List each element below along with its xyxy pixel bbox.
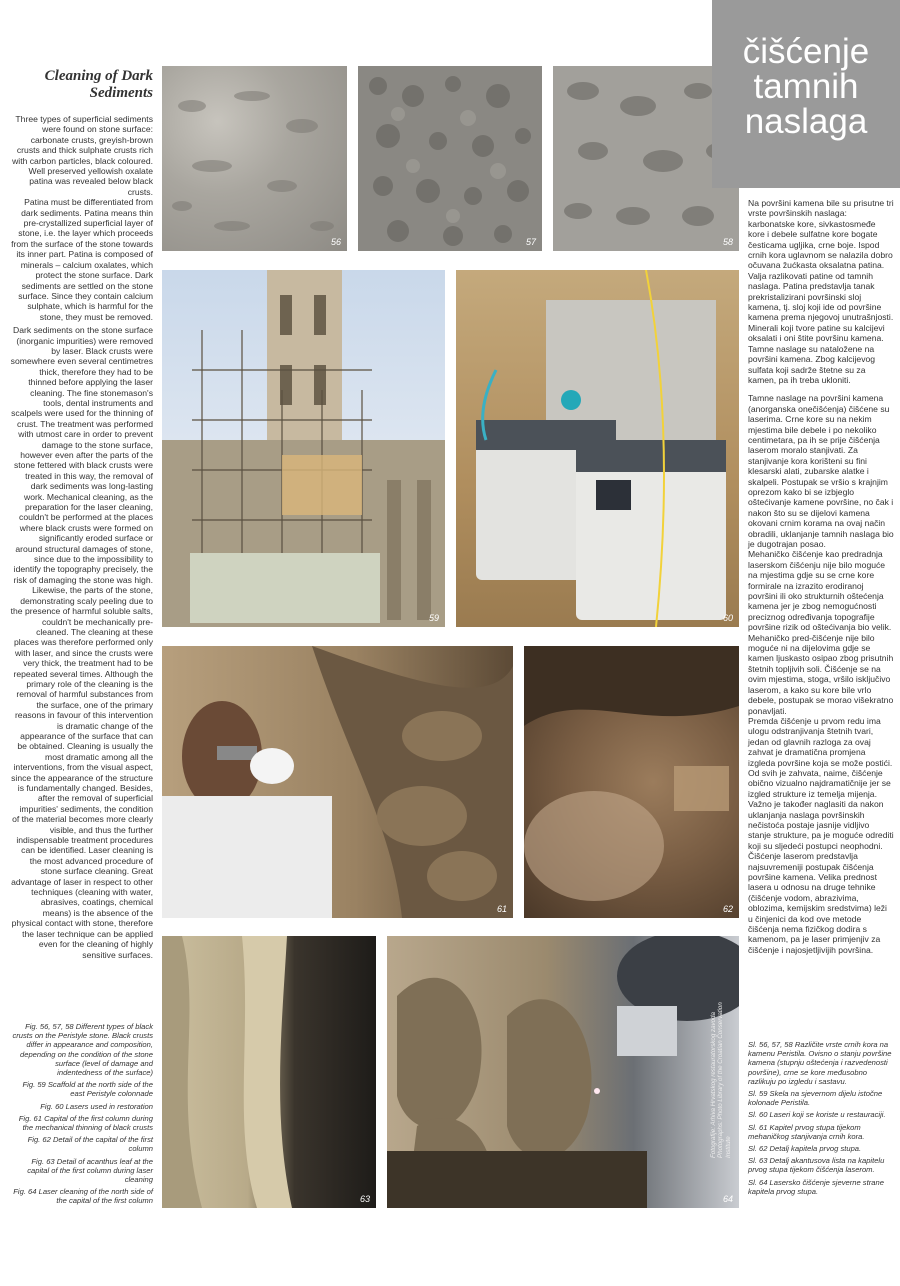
paragraph: Čišćenje laserom predstavlja najsuvremeniji postupak čišćenja površine kamena. Velika prednost lasera u odnosu na druge tehnike (čišćenje vodom, abrazivima, oblozima, kemijskim sredstvima) leži u činjenici da kod ove metode čišćenja nema fizičkog dodira s kamenom, pa je laser primjenjiv za čišćenje i najosjetljivijih površina. xyxy=(748,851,887,955)
captions-hr xyxy=(748,1040,894,1199)
photo-number: 59 xyxy=(428,613,439,623)
caption: Sl. 61 Kapitel prvog stupa tijekom mehaničkog stanjivanja crnih kora. xyxy=(748,1122,865,1141)
photo-number: 62 xyxy=(722,904,733,914)
photo-63-acanthus-laser xyxy=(162,936,376,1208)
body-text-hr xyxy=(748,198,894,955)
paragraph: Dark sediments on the stone surface (inorganic impurities) were removed by laser. Black crusts were somewhere even several centimetres thick, therefore they had to be thinned before applying the laser cleaning. The fine stonemason's tools, dental instruments and scalpels were used for the thinning of crust. The treatment was performed with utmost care in order to prevent damage to the stone surface, however even after the parts of the stone fettered with black crusts were treated in this way, the removal of dark sediments was long-lasting work. Mechanical cleaning, as the preparation for the laser cleaning, couldn't be performed at the places where black crusts were formed on significantly eroded surface or around structural damages of stone, since due to the impossibility to identify the topography precisely, the risk of damaging the stone was high. Likewise, the parts of the stone, demonstrating scaly peeling due to the presence of harmful soluble salts, couldn't be mechanically pre-cleaned. The cleaning at these places was therefore performed only with laser, and since the crusts were very thick, the treatment had to be repeated several times. Although the primary role of the cleaning is the removal of harmful substances from the surface, one of the primary reasons in favour of this intervention is dramatic change of the appearance of the surface that can be obtained. Cleaning is usually the most dramatic among all the interventions, from the visual aspect, since the appearance of the structure is fundamentally changed. Besides, after the removal of superficial impurities' sediments, the condition of the material becomes more clearly visible, and thus the further indispensable treatment procedures can be identified. Laser cleaning is the most advanced procedure of stone surface cleaning. Great advantage of laser in respect to other techniques (cleaning with water, abrasives, coatings, chemical means) is the absence of the physical contact with stone, therefore the laser technique can be applied even for the cleaning of highly sensitive surfaces. xyxy=(10,325,153,960)
paragraph: Na površini kamena bile su prisutne tri vrste površinskih naslaga: karbonatske kore, sivkastosmeđe kore i debele sulfatne kore bogate česticama ugljika, crne boje. Ispod crnih kora uglavnom se nalazila dobro očuvana žućkasta oksalatna patina. xyxy=(748,198,894,271)
photo-credit-text: Fotografije: Arhiva Hrvatskog restauratorskog zavoda Photographs: Photo Library of the Croatian Conservation Institute xyxy=(710,1002,732,1158)
page-title-en xyxy=(10,68,153,102)
caption: Sl. 56, 57, 58 Različite vrste crnih kora na kamenu Peristila. Ovisno o stanju površine kamena (stupnju oštećenja i razvedenosti površine), crne se kore međusobno razlikuju po izgledu i sastavu. xyxy=(748,1040,892,1086)
captions-en xyxy=(10,1022,153,1209)
photo-number: 63 xyxy=(359,1194,370,1204)
title-line: Sediments xyxy=(89,85,153,101)
photo-number: 57 xyxy=(525,237,536,247)
body-text-en xyxy=(10,114,153,960)
caption: Fig. 61 Capital of the first column during the mechanical thinning of black crusts xyxy=(18,1113,153,1133)
paragraph: Three types of superficial sediments were found on stone surface: carbonate crusts, greyish-brown crusts and thick sulphate crusts rich with carbon particles, black coloured. Well preserved yellowish oxalate patina was revealed below black crusts. xyxy=(12,114,153,197)
photo-number: 61 xyxy=(496,904,507,914)
photo-56-black-crusts xyxy=(162,66,347,251)
photo-60-lasers xyxy=(456,270,739,627)
photo-64-laser-cleaning-north-side xyxy=(387,936,739,1208)
caption: Sl. 60 Laseri koji se koriste u restauraciji. xyxy=(748,1110,886,1120)
caption: Sl. 62 Detalj kapitela prvog stupa. xyxy=(748,1144,862,1154)
title-line: Cleaning of Dark xyxy=(44,68,153,84)
caption: Sl. 59 Skela na sjevernom dijelu istočne kolonade Peristila. xyxy=(748,1089,883,1108)
photo-62-capital-detail xyxy=(524,646,739,918)
page-title-hr xyxy=(712,34,900,139)
photo-number: 58 xyxy=(722,237,733,247)
title-line: čišćenje xyxy=(742,32,870,71)
photo-credit xyxy=(707,990,731,1160)
photo-number: 60 xyxy=(722,613,733,623)
caption: Sl. 63 Detalj akantusova lista na kapitelu prvog stupa tijekom čišćenja laserom. xyxy=(748,1156,885,1175)
photo-number: 64 xyxy=(722,1194,733,1204)
paragraph: Mehaničko čišćenje kao predradnja laserskom čišćenju nije bilo moguće na mjestima gdje su se crne kore formirale na izrazito erodiranoj površini ili oko strukturnih oštećenja kamena jer je zbog nemogućnosti preciznog određivanja topografije površine rizik od oštećivanja bio velik. Mehaničko pred-čišćenje nije bilo moguće ni na dijelovima gdje se kamen ljuskasto osipao zbog prisutnih štetnih topljivih soli. Čišćenje se na ovim mjestima, stoga, vršilo isključivo laserom, a kako su kore bile vrlo debele, postupak se morao višekratno ponavljati. xyxy=(748,549,894,716)
caption: Fig. 56, 57, 58 Different types of black crusts on the Peristyle stone. Black crusts differ in appearance and composition, depending on the condition of the stone surface (level of damage and indentedness of the surface) xyxy=(12,1022,153,1078)
caption: Fig. 63 Detail of acanthus leaf at the capital of the first column during laser cleaning xyxy=(27,1156,153,1185)
caption: Sl. 64 Lasersko čišćenje sjeverne strane kapitela prvog stupa. xyxy=(748,1177,884,1196)
paragraph: Valja razlikovati patine od tamnih naslaga. Patina predstavlja tanak prekristalizirani površinski sloj kamena, tj. sloj koji ide od površine kamena prema njegovoj unutrašnjosti. Minerali koji tvore patine su kalcijevi oksalati i oni štite površinu kamena. Tamne naslage su nataložene na površini kamena. Zbog kalcijevog sulfata koji sadrže štetne su za kamen, pa ih treba ukloniti. xyxy=(748,270,894,385)
title-line: naslaga xyxy=(744,102,868,141)
caption: Fig. 62 Detail of the capital of the first column xyxy=(27,1135,153,1154)
photo-61-capital-mechanical-thinning xyxy=(162,646,513,918)
photo-57-black-crusts xyxy=(358,66,542,251)
title-line: tamnih xyxy=(753,67,859,106)
photo-number: 56 xyxy=(330,237,341,247)
title-box xyxy=(712,0,900,188)
paragraph: Tamne naslage na površini kamena (anorganska onečišćenja) čišćene su laserima. Crne kore su na nekim mjestima bile debele i po nekoliko centimetara, pa ih se prije čišćenja laserom moralo stanjivati. Za stanjivanje kora korišteni su fini klesarski alati, zubarske alatke i skalpeli. Postupak se vršio s krajnjim oprezom kako bi se izbjeglo oštećivanje kamene površine, no čak i nakon što su se dijelovi kamena okovani crnim korama na ovaj način obradili, uklanjanje tamnih naslaga bio je dugotrajan posao. xyxy=(748,393,894,549)
paragraph: Patina must be differentiated from dark sediments. Patina means thin pre-crystallized superficial layer of stone, i.e. the layer which proceeds from the surface of the stone towards its inner part. Patina is composed of minerals – calcium oxalates, which protect the stone surface. Dark sediments are settled on the stone surface. Since they contain calcium sulphate, which is harmful for the stone, they must be removed. xyxy=(11,197,153,322)
caption: Fig. 64 Laser cleaning of the north side of the capital of the first column xyxy=(13,1187,153,1206)
caption: Fig. 60 Lasers used in restoration xyxy=(40,1101,153,1111)
photo-59-scaffold xyxy=(162,270,445,627)
caption: Fig. 59 Scaffold at the north side of the east Peristyle colonnade xyxy=(22,1080,153,1099)
paragraph: Premda čišćenje u prvom redu ima ulogu odstranjivanja štetnih tvari, jedan od glavnih razloga za ovaj zahvat je dramatična promjena izgleda površine koja se može postići. Od svih je zahvata, naime, čišćenje obično vizualno najdramatičnije jer se izgled strukture iz temelja mijenja. Važno je također naglasiti da nakon uklanjanja naslaga površinskih nečistoća postaje jasnije vidljivo stanje strukture, pa je moguće odrediti koji su sljedeći postupci neophodni. xyxy=(748,715,894,851)
